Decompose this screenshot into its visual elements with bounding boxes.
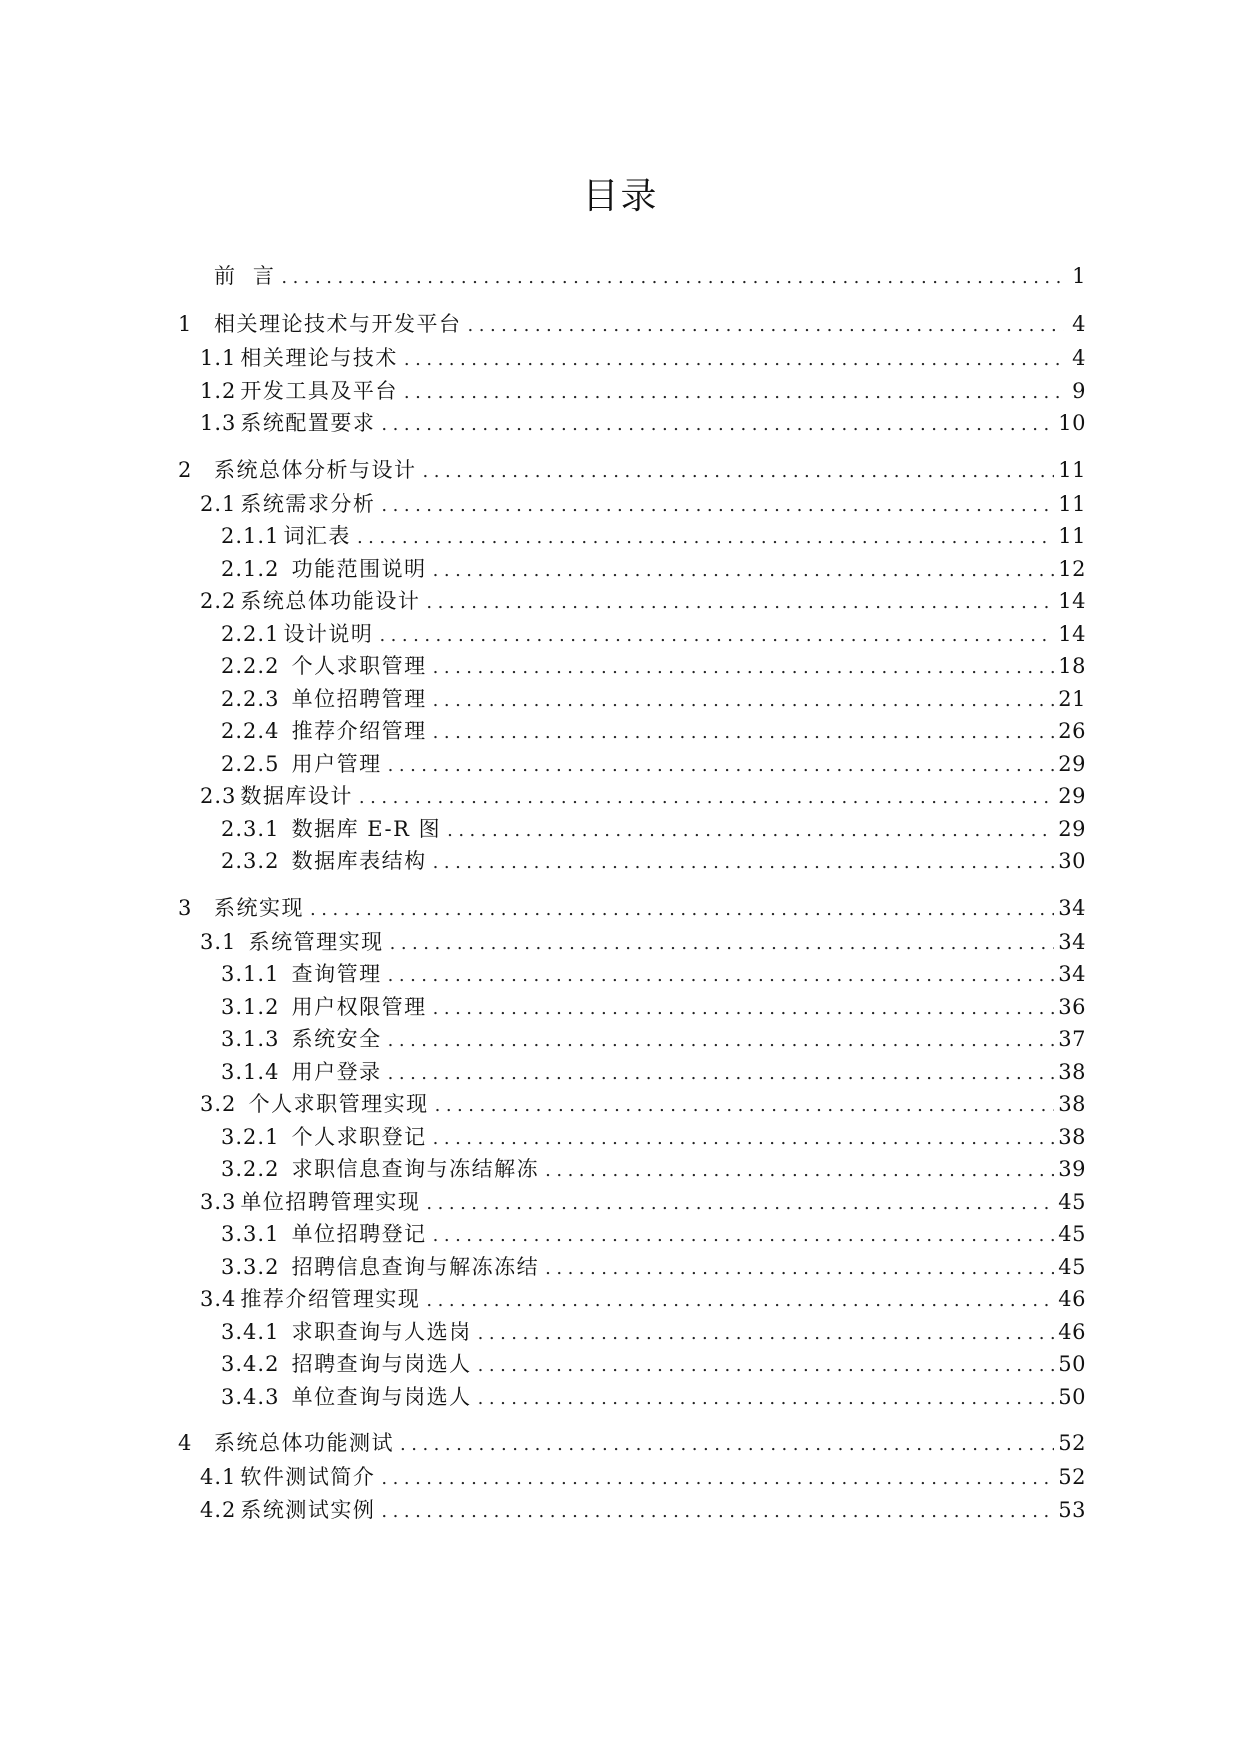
toc-entry[interactable] xyxy=(178,845,1086,878)
toc-entry-title: 系统总体功能设计 xyxy=(240,589,421,613)
toc-entry-title: 开发工具及平台 xyxy=(240,378,398,403)
toc-page-number: 10 xyxy=(1058,411,1086,435)
toc-entry-number: 3 xyxy=(178,895,193,920)
toc-page-number: 21 xyxy=(1058,686,1086,711)
toc-page-number: 18 xyxy=(1058,654,1086,678)
toc-entry[interactable] xyxy=(178,991,1086,1024)
toc-entry-number: 3.2 xyxy=(200,1092,237,1116)
toc-entry-title: 用户权限管理 xyxy=(283,994,427,1019)
toc-entry-title: 个人求职管理实现 xyxy=(240,1092,429,1116)
toc-entry[interactable] xyxy=(178,553,1086,586)
toc-entry-title: 软件测试简介 xyxy=(240,1465,376,1489)
toc-entry[interactable] xyxy=(178,1283,1086,1316)
toc-dot-leader xyxy=(478,1383,1055,1416)
toc-entry[interactable] xyxy=(178,748,1086,781)
toc-entry[interactable] xyxy=(178,452,1086,488)
toc-page-number: 45 xyxy=(1058,1254,1086,1279)
toc-entry-title: 招聘查询与岗选人 xyxy=(283,1352,472,1376)
toc-entry-title: 个人求职登记 xyxy=(283,1124,427,1149)
toc-dot-leader xyxy=(404,377,1064,410)
toc-dot-leader xyxy=(381,409,1054,442)
toc-page-number: 39 xyxy=(1058,1157,1086,1181)
toc-entry-title: 设计说明 xyxy=(283,621,374,646)
toc-entry[interactable] xyxy=(178,1348,1086,1381)
toc-entry[interactable] xyxy=(178,585,1086,618)
toc-entry-title: 用户管理 xyxy=(283,751,382,776)
toc-entry-title: 单位招聘管理 xyxy=(283,686,427,711)
toc-page-number: 12 xyxy=(1058,556,1086,581)
toc-page-number: 45 xyxy=(1058,1189,1086,1214)
toc-entry[interactable] xyxy=(178,342,1086,375)
toc-entry-number: 3.3.1 xyxy=(221,1222,280,1246)
toc-entry-number: 3.3.2 xyxy=(221,1254,280,1279)
toc-entry[interactable] xyxy=(178,1494,1086,1527)
toc-dot-leader xyxy=(381,1463,1054,1496)
toc-dot-leader xyxy=(433,652,1055,685)
toc-page-number: 1 xyxy=(1072,264,1086,288)
toc-entry[interactable] xyxy=(178,618,1086,651)
toc-entry[interactable] xyxy=(178,1316,1086,1349)
toc-dot-leader xyxy=(545,1155,1054,1188)
toc-page-number: 50 xyxy=(1058,1384,1086,1409)
toc-entry[interactable] xyxy=(178,407,1086,440)
toc-entry[interactable] xyxy=(178,1461,1086,1494)
toc-entry[interactable] xyxy=(178,1425,1086,1461)
toc-entry-number: 3.1.4 xyxy=(221,1059,280,1084)
toc-dot-leader xyxy=(433,717,1055,750)
toc-dot-leader xyxy=(400,1427,1054,1463)
toc-page-number: 52 xyxy=(1058,1465,1086,1489)
toc-entry-title: 功能范围说明 xyxy=(283,556,427,581)
toc-entry-number: 3.1.3 xyxy=(221,1027,280,1051)
toc-entry[interactable] xyxy=(178,375,1086,408)
toc-entry-number: 2 xyxy=(178,457,193,482)
toc-entry-number: 3.1 xyxy=(200,929,237,954)
toc-dot-leader xyxy=(433,555,1055,588)
toc-entry[interactable] xyxy=(178,1153,1086,1186)
toc-page-number: 36 xyxy=(1058,994,1086,1019)
toc-entry-number: 2.2.2 xyxy=(221,654,280,678)
toc-dot-leader xyxy=(447,815,1054,848)
page-title: 目录 xyxy=(582,176,659,218)
toc-entry[interactable] xyxy=(178,1121,1086,1154)
toc-entry-number: 1.2 xyxy=(200,378,237,403)
toc-entry-title: 相关理论技术与开发平台 xyxy=(214,312,462,336)
toc-entry-title: 单位招聘登记 xyxy=(283,1222,427,1246)
toc-entry-number: 2.2.3 xyxy=(221,686,280,711)
toc-entry-title: 相关理论与技术 xyxy=(240,346,398,370)
toc-entry-title: 招聘信息查询与解冻冻结 xyxy=(283,1254,540,1279)
toc-page-number: 53 xyxy=(1058,1497,1086,1522)
toc-entry-title: 前 言 xyxy=(214,264,276,288)
toc-dot-leader xyxy=(310,892,1054,928)
toc-page-number: 9 xyxy=(1072,378,1086,403)
toc-entry[interactable] xyxy=(178,520,1086,553)
toc-dot-leader xyxy=(404,344,1064,377)
toc-entry-title: 系统配置要求 xyxy=(240,411,376,435)
toc-entry[interactable] xyxy=(178,1023,1086,1056)
toc-page-number: 11 xyxy=(1058,457,1086,482)
toc-dot-leader xyxy=(379,620,1054,653)
toc-entry-number: 2.1.2 xyxy=(221,556,280,581)
toc-page-number: 34 xyxy=(1058,895,1086,920)
toc-entry[interactable] xyxy=(178,488,1086,521)
toc-dot-leader xyxy=(388,750,1055,783)
toc-dot-leader xyxy=(435,1090,1055,1123)
toc-entry-title: 个人求职管理 xyxy=(283,654,427,678)
toc-page-number: 38 xyxy=(1058,1124,1086,1149)
toc-page-number: 45 xyxy=(1058,1222,1086,1246)
toc-entry-number: 2.2 xyxy=(200,589,237,613)
toc-entry[interactable] xyxy=(178,683,1086,716)
toc-entry-title: 系统总体分析与设计 xyxy=(214,457,417,482)
toc-entry-title: 查询管理 xyxy=(283,962,382,986)
toc-page-number: 38 xyxy=(1058,1059,1086,1084)
toc-dot-leader xyxy=(388,960,1055,993)
toc-entry-title: 单位招聘管理实现 xyxy=(240,1189,421,1214)
toc-entry-title: 求职查询与人选岗 xyxy=(283,1319,472,1344)
toc-dot-leader xyxy=(433,1123,1055,1156)
toc-entry-number: 2.3.2 xyxy=(221,849,280,873)
toc-entry-title: 推荐介绍管理 xyxy=(283,719,427,743)
toc-page-number: 14 xyxy=(1058,589,1086,613)
toc-entry[interactable] xyxy=(178,926,1086,959)
toc-entry[interactable] xyxy=(178,813,1086,846)
toc-entry-number: 3.4.3 xyxy=(221,1384,280,1409)
toc-dot-leader xyxy=(357,522,1054,555)
toc-dot-leader xyxy=(381,490,1054,523)
toc-entry[interactable] xyxy=(178,1381,1086,1414)
toc-entry[interactable] xyxy=(178,1056,1086,1089)
toc-entry-number: 3.4.2 xyxy=(221,1352,280,1376)
toc-page-number: 30 xyxy=(1058,849,1086,873)
toc-page-number: 34 xyxy=(1058,929,1086,954)
toc-entry-number: 4 xyxy=(178,1431,193,1455)
toc-entry-number: 2.1.1 xyxy=(221,524,280,548)
toc-entry-number: 2.2.4 xyxy=(221,719,280,743)
toc-entry-title: 用户登录 xyxy=(283,1059,382,1084)
toc-entry[interactable] xyxy=(178,1251,1086,1284)
toc-page-number: 52 xyxy=(1058,1431,1086,1455)
toc-entry-number: 1.3 xyxy=(200,411,237,435)
toc-entry-number: 2.1 xyxy=(200,491,237,516)
toc-entry[interactable] xyxy=(178,258,1086,294)
toc-dot-leader xyxy=(423,454,1055,490)
toc-entry[interactable] xyxy=(178,306,1086,342)
toc-entry-number: 2.2.5 xyxy=(221,751,280,776)
toc-entry-title: 数据库 E-R 图 xyxy=(283,816,442,841)
toc-page-number: 4 xyxy=(1072,312,1086,336)
toc-page-number: 46 xyxy=(1058,1319,1086,1344)
toc-entry-number: 3.1.2 xyxy=(221,994,280,1019)
toc-entry-number: 4.1 xyxy=(200,1465,237,1489)
toc-entry-number: 3.3 xyxy=(200,1189,237,1214)
toc-dot-leader xyxy=(388,1025,1055,1058)
toc-entry-number: 2.2.1 xyxy=(221,621,280,646)
toc-page-number: 29 xyxy=(1058,784,1086,808)
toc-dot-leader xyxy=(433,1220,1055,1253)
toc-dot-leader xyxy=(545,1253,1054,1286)
toc-page-number: 11 xyxy=(1058,491,1086,516)
toc-dot-leader xyxy=(426,587,1054,620)
toc-dot-leader xyxy=(390,928,1055,961)
toc-dot-leader xyxy=(433,847,1055,880)
toc-entry-title: 系统总体功能测试 xyxy=(214,1431,394,1455)
toc-entry[interactable] xyxy=(178,1186,1086,1219)
toc-entry-number: 3.2.2 xyxy=(221,1157,280,1181)
toc-entry-number: 3.4 xyxy=(200,1287,237,1311)
toc-entry-title: 系统测试实例 xyxy=(240,1497,376,1522)
toc-page-number: 37 xyxy=(1058,1027,1086,1051)
toc-entry[interactable] xyxy=(178,958,1086,991)
toc-dot-leader xyxy=(281,260,1064,296)
toc-dot-leader xyxy=(433,685,1055,718)
toc-page-number: 46 xyxy=(1058,1287,1086,1311)
table-of-contents xyxy=(178,258,1086,1526)
toc-page-number: 29 xyxy=(1058,751,1086,776)
toc-page-number: 38 xyxy=(1058,1092,1086,1116)
toc-entry[interactable] xyxy=(178,1218,1086,1251)
toc-dot-leader xyxy=(381,1496,1054,1529)
toc-entry[interactable] xyxy=(178,780,1086,813)
toc-entry-number: 4.2 xyxy=(200,1497,237,1522)
toc-entry-number: 3.4.1 xyxy=(221,1319,280,1344)
toc-entry[interactable] xyxy=(178,1088,1086,1121)
toc-entry-number: 1.1 xyxy=(200,346,237,370)
toc-dot-leader xyxy=(359,782,1054,815)
toc-entry-title: 数据库设计 xyxy=(240,784,353,808)
toc-entry-title: 系统实现 xyxy=(214,895,304,920)
toc-entry-title: 系统需求分析 xyxy=(240,491,376,516)
toc-dot-leader xyxy=(468,308,1065,344)
toc-dot-leader xyxy=(426,1285,1054,1318)
toc-entry-title: 单位查询与岗选人 xyxy=(283,1384,472,1409)
toc-entry[interactable] xyxy=(178,650,1086,683)
toc-entry[interactable] xyxy=(178,715,1086,748)
toc-entry-title: 系统安全 xyxy=(283,1027,382,1051)
toc-entry-title: 数据库表结构 xyxy=(283,849,427,873)
toc-dot-leader xyxy=(433,993,1055,1026)
toc-entry-number: 1 xyxy=(178,312,193,336)
toc-page-number: 34 xyxy=(1058,962,1086,986)
toc-page-number: 14 xyxy=(1058,621,1086,646)
toc-page-number: 11 xyxy=(1058,524,1086,548)
toc-page-number: 4 xyxy=(1072,346,1086,370)
toc-page-number: 26 xyxy=(1058,719,1086,743)
toc-entry-title: 系统管理实现 xyxy=(240,929,384,954)
toc-entry-title: 推荐介绍管理实现 xyxy=(240,1287,421,1311)
toc-page-number: 50 xyxy=(1058,1352,1086,1376)
toc-entry-number: 3.1.1 xyxy=(221,962,280,986)
toc-dot-leader xyxy=(426,1188,1054,1221)
toc-entry-title: 词汇表 xyxy=(283,524,351,548)
toc-entry-number: 3.2.1 xyxy=(221,1124,280,1149)
toc-entry-title: 求职信息查询与冻结解冻 xyxy=(283,1157,540,1181)
toc-entry[interactable] xyxy=(178,890,1086,926)
toc-dot-leader xyxy=(388,1058,1055,1091)
toc-dot-leader xyxy=(478,1350,1055,1383)
toc-entry-number: 2.3.1 xyxy=(221,816,280,841)
toc-entry-number: 2.3 xyxy=(200,784,237,808)
toc-dot-leader xyxy=(478,1318,1055,1351)
toc-page-number: 29 xyxy=(1058,816,1086,841)
